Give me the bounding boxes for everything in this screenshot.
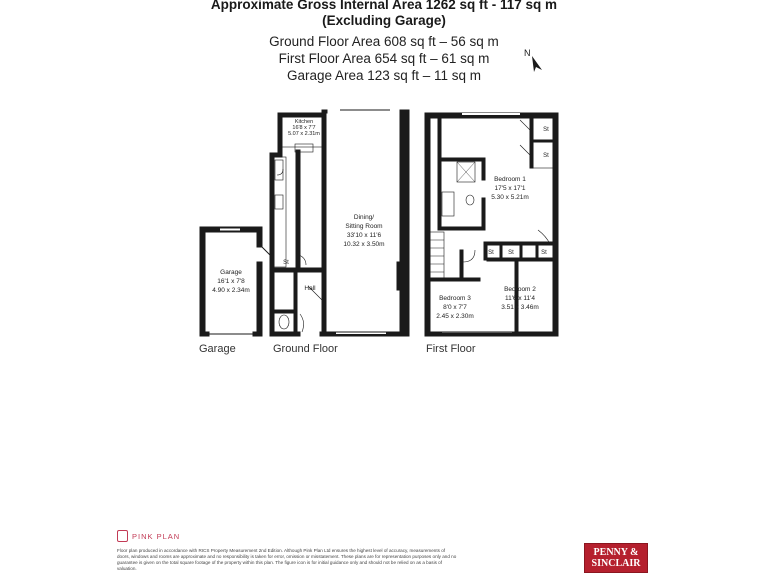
store-label-3: St <box>541 250 547 256</box>
pink-plan-logo <box>117 530 180 542</box>
store-label-b1b: St <box>543 153 549 159</box>
garage-room-name: Garage <box>220 269 242 276</box>
bedroom1-dims-imperial: 17'5 x 17'1 <box>494 185 526 192</box>
bedroom3-dims-imperial: 8'0 x 7'7 <box>443 304 467 311</box>
dining-room-name-1: Dining/ <box>353 214 375 221</box>
first-floor-label: First Floor <box>426 343 476 355</box>
garage-floor-label: Garage <box>199 343 236 355</box>
bedroom3-dims-metric: 2.45 x 2.30m <box>436 313 474 320</box>
garage-dims-metric: 4.90 x 2.34m <box>212 287 250 294</box>
bedroom3-name: Bedroom 3 <box>439 295 471 302</box>
brand-line-1: PENNY & <box>593 547 639 558</box>
brand-line-2: SINCLAIR <box>591 558 641 569</box>
garage-dims-imperial: 16'1 x 7'8 <box>217 278 245 285</box>
agent-brand-logo <box>584 543 648 573</box>
bedroom1-name: Bedroom 1 <box>494 176 526 183</box>
first-floor-plan <box>425 113 558 336</box>
hall-name: Hall <box>304 285 316 292</box>
area-title: Approximate Gross Internal Area 1262 sq ft - 117 sq m <box>210 0 558 12</box>
area-title-note: (Excluding Garage) <box>322 13 446 28</box>
store-label-ground: St <box>283 260 289 266</box>
ground-floor-area: Ground Floor Area 608 sq ft – 56 sq m <box>269 34 499 49</box>
garage-area: Garage Area 123 sq ft – 11 sq m <box>286 68 482 83</box>
bedroom2-dims-imperial: 11'6 x 11'4 <box>504 295 536 302</box>
first-floor-area: First Floor Area 654 sq ft – 61 sq m <box>278 51 490 66</box>
kitchen-dims-metric: 5.07 x 2.31m <box>288 131 320 137</box>
store-label-b1a: St <box>543 127 549 133</box>
dining-room-name-2: Sitting Room <box>345 223 383 230</box>
pink-plan-logo-text: PINK PLAN <box>132 531 181 541</box>
bedroom2-name: Bedroom 2 <box>504 286 536 293</box>
bedroom2-dims-metric: 3.51 x 3.46m <box>501 304 539 311</box>
kitchen-dims-imperial: 16'8 x 7'7 <box>292 125 316 131</box>
house-icon <box>117 530 128 542</box>
disclaimer-text: Floor plan produced in accordance with RICS Property Measurement 2nd Edition. Although Pink Plan Ltd ensures the highest level of accuracy, measurements of doors, windows and rooms are approximate and no responsibility is taken for error, omission or misstatement. These plans are for representation purposes only and no guarantee is given on the total square footage of the property within this plan. The figure icon is for initial guidance only and should not be relied on as a basis of valuation. <box>117 548 457 571</box>
bedroom1-dims-metric: 5.30 x 5.21m <box>491 194 529 201</box>
ground-floor-label: Ground Floor <box>273 343 338 355</box>
dining-dims-metric: 10.32 x 3.50m <box>343 241 385 248</box>
compass-label: N <box>524 48 531 58</box>
store-label-1: St <box>488 250 494 256</box>
dining-dims-imperial: 33'10 x 11'6 <box>346 232 382 239</box>
kitchen-name: Kitchen <box>294 119 314 125</box>
ground-floor-plan <box>270 110 409 336</box>
store-label-2: St <box>508 250 514 256</box>
